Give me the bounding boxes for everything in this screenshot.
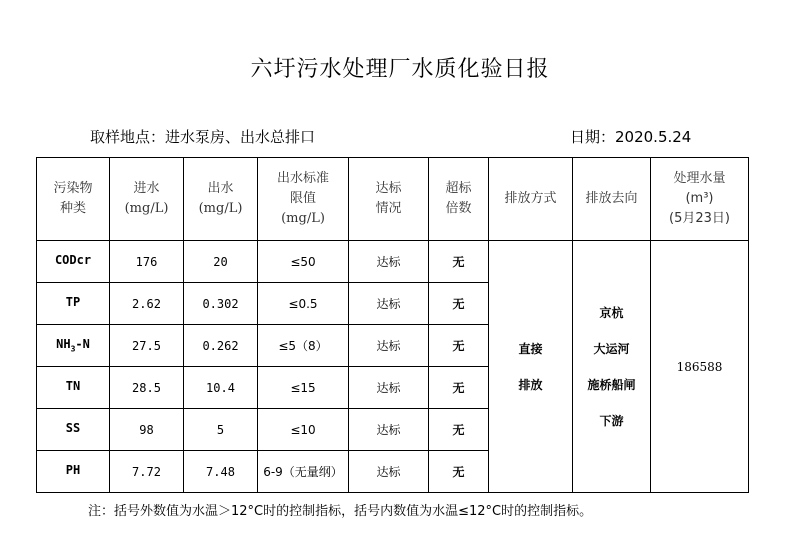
effluent-value: 0.262	[184, 325, 258, 367]
effluent-value: 0.302	[184, 283, 258, 325]
compliance-value: 达标	[349, 241, 429, 283]
water-quality-table	[36, 157, 749, 493]
volume-value: 186588	[651, 241, 749, 493]
header-limit: 出水标准 限值 (mg/L)	[258, 158, 349, 241]
header-pollutant: 污染物 种类	[37, 158, 110, 241]
header-discharge-mode: 排放方式	[489, 158, 573, 241]
exceed-value: 无	[429, 367, 489, 409]
influent-value: 176	[110, 241, 184, 283]
exceed-value: 无	[429, 283, 489, 325]
compliance-value: 达标	[349, 367, 429, 409]
limit-value: ≤5（8）	[258, 325, 349, 367]
influent-value: 28.5	[110, 367, 184, 409]
discharge-mode-value: 直接 排放	[489, 241, 573, 493]
influent-value: 98	[110, 409, 184, 451]
effluent-value: 7.48	[184, 451, 258, 493]
report-date: 日期：2020.5.24	[570, 128, 692, 146]
exceed-value: 无	[429, 241, 489, 283]
compliance-value: 达标	[349, 409, 429, 451]
pollutant-name: TP	[37, 283, 110, 325]
exceed-value: 无	[429, 409, 489, 451]
header-exceed: 超标 倍数	[429, 158, 489, 241]
influent-value: 7.72	[110, 451, 184, 493]
influent-value: 2.62	[110, 283, 184, 325]
pollutant-name: PH	[37, 451, 110, 493]
compliance-value: 达标	[349, 283, 429, 325]
limit-value: ≤50	[258, 241, 349, 283]
pollutant-name: $NH_3-N$	[37, 325, 110, 367]
table-row	[37, 241, 749, 283]
header-influent: 进水 (mg/L)	[110, 158, 184, 241]
pollutant-name: TN	[37, 367, 110, 409]
limit-value: ≤10	[258, 409, 349, 451]
pollutant-name: CODcr	[37, 241, 110, 283]
limit-value: ≤15	[258, 367, 349, 409]
pollutant-name: SS	[37, 409, 110, 451]
header-volume: 处理水量 (m³) (5月23日)	[651, 158, 749, 241]
effluent-value: 10.4	[184, 367, 258, 409]
limit-value: 6-9（无量纲）	[258, 451, 349, 493]
discharge-dest-value: 京杭 大运河 施桥船闸 下游	[573, 241, 651, 493]
limit-value: ≤0.5	[258, 283, 349, 325]
sampling-location: 取样地点：进水泵房、出水总排口	[90, 128, 316, 146]
report-title: 六圩污水处理厂水质化验日报	[250, 57, 550, 82]
exceed-value: 无	[429, 325, 489, 367]
compliance-value: 达标	[349, 325, 429, 367]
footnote: 注：括号外数值为水温＞12°C时的控制指标，括号内数值为水温≤12°C时的控制指标。	[88, 504, 593, 519]
influent-value: 27.5	[110, 325, 184, 367]
compliance-value: 达标	[349, 451, 429, 493]
header-effluent: 出水 (mg/L)	[184, 158, 258, 241]
header-compliance: 达标 情况	[349, 158, 429, 241]
header-row	[37, 158, 749, 241]
effluent-value: 5	[184, 409, 258, 451]
exceed-value: 无	[429, 451, 489, 493]
header-discharge-dest: 排放去向	[573, 158, 651, 241]
effluent-value: 20	[184, 241, 258, 283]
